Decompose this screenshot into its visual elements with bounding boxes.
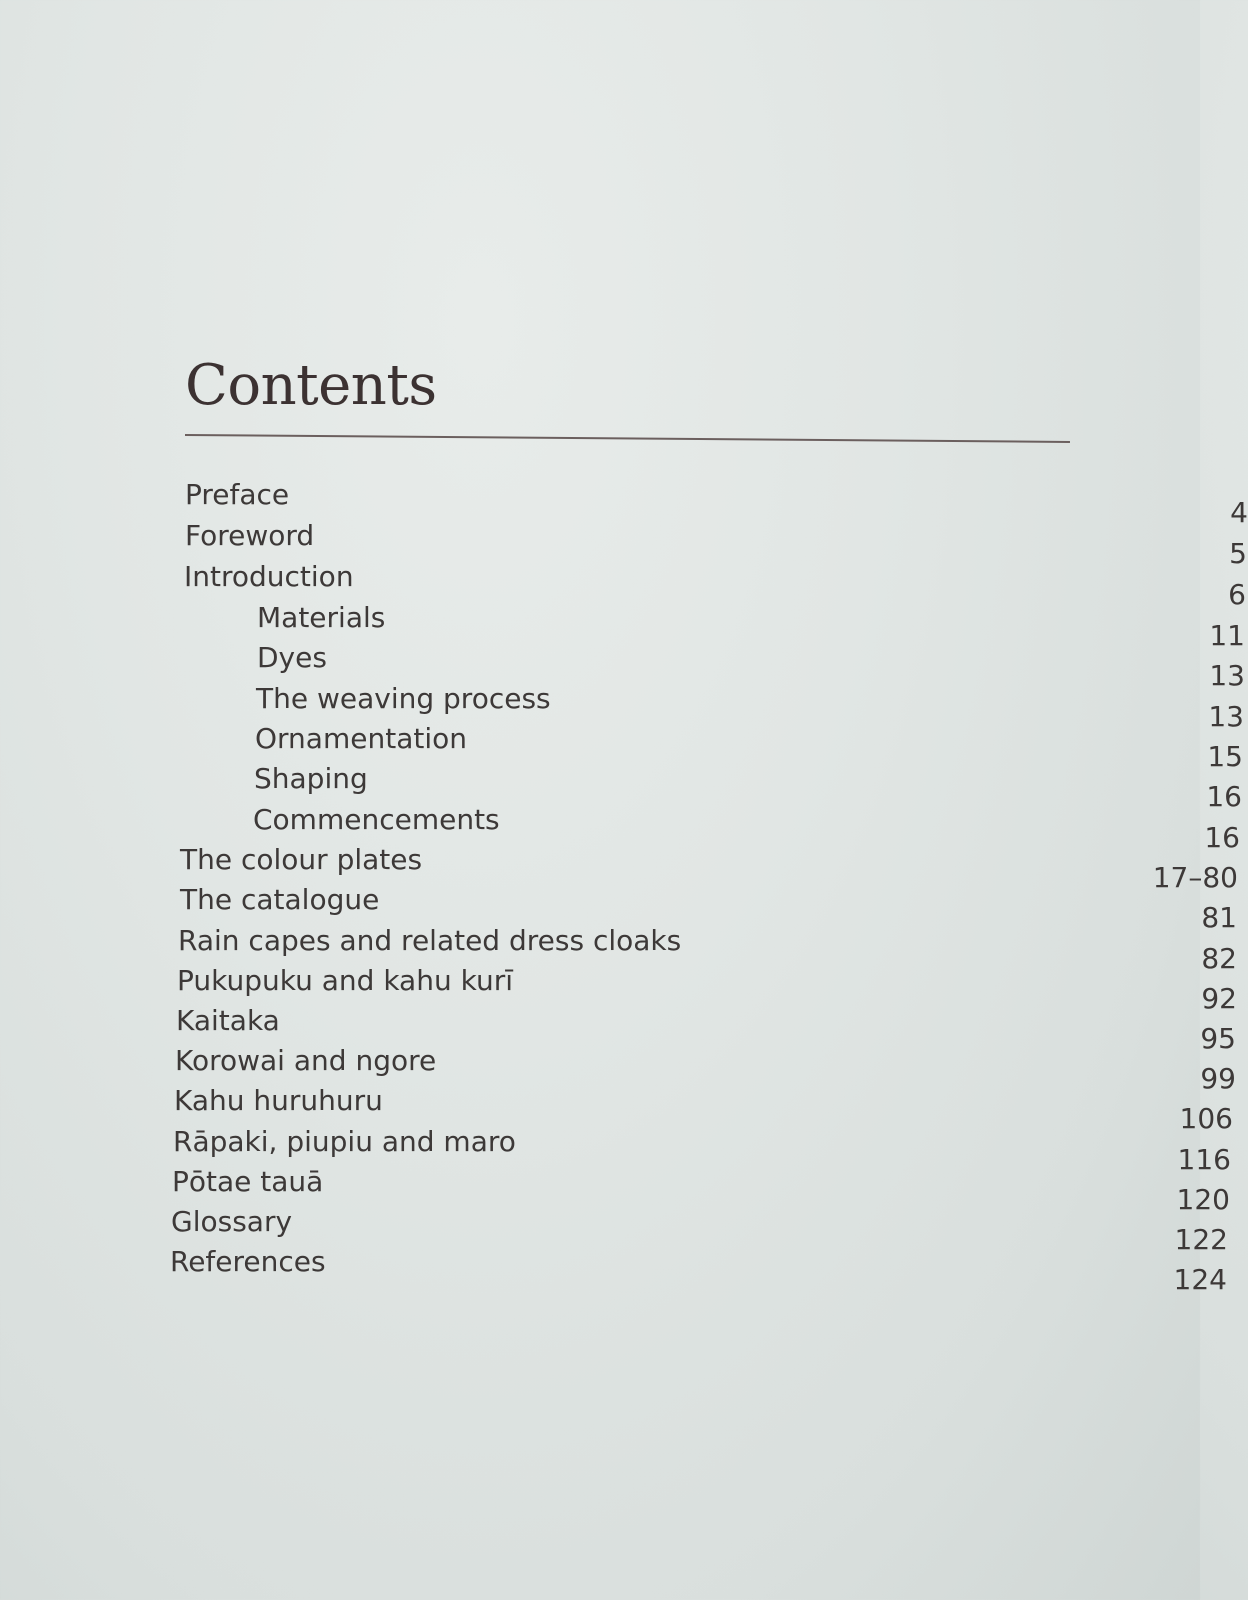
toc-entry-page: 17–80	[1152, 861, 1238, 894]
toc-entry-label: Commencements	[253, 803, 500, 836]
toc-entry-page: 4	[1230, 496, 1248, 529]
toc-entry-page: 15	[1207, 740, 1243, 773]
toc-entry-page: 5	[1229, 537, 1247, 570]
toc-entry-label: Ornamentation	[255, 722, 467, 755]
toc-entry-page: 124	[1173, 1263, 1227, 1296]
toc-entry-page: 122	[1174, 1223, 1228, 1256]
toc-entry-page: 95	[1200, 1022, 1236, 1055]
toc-entry-label: Shaping	[254, 762, 368, 795]
toc-entry-label: Pōtae tauā	[172, 1165, 324, 1198]
toc-entry-label: Kahu huruhuru	[174, 1084, 383, 1117]
toc-entry-label: Dyes	[257, 641, 327, 674]
toc-entry-label: Foreword	[185, 519, 315, 552]
toc-entry-page: 92	[1201, 982, 1237, 1015]
toc-entry-label: Rāpaki, piupiu and maro	[173, 1125, 516, 1158]
toc-entry-page: 120	[1176, 1183, 1230, 1216]
toc-entry-page: 82	[1201, 942, 1237, 975]
toc-entry-label: Glossary	[171, 1205, 293, 1238]
toc-entry-page: 11	[1209, 619, 1245, 652]
title-rule	[185, 434, 1070, 443]
toc-entry-label: Kaitaka	[176, 1004, 280, 1037]
toc-entry-label: References	[170, 1245, 326, 1278]
toc-entry-page: 13	[1208, 700, 1244, 733]
toc-entry-label: Rain capes and related dress cloaks	[178, 924, 682, 957]
toc-entry-page: 81	[1201, 901, 1237, 934]
toc-entry-page: 13	[1209, 659, 1245, 692]
toc-entry-page: 6	[1228, 578, 1246, 611]
toc-entry-page: 99	[1200, 1062, 1236, 1095]
toc-entry-page: 16	[1204, 821, 1240, 854]
toc-entry-page: 16	[1206, 780, 1242, 813]
toc-entry-page: 116	[1177, 1143, 1231, 1176]
page-title: Contents	[185, 353, 437, 418]
toc-entry-label: The colour plates	[180, 843, 423, 876]
toc-entry-label: Introduction	[184, 560, 354, 593]
toc-entry-label: Materials	[257, 601, 386, 634]
toc-entry-label: Pukupuku and kahu kurī	[177, 964, 513, 997]
toc-entry-page: 106	[1179, 1102, 1233, 1135]
toc-entry-label: Preface	[185, 478, 290, 511]
toc-entry-label: The catalogue	[180, 883, 380, 916]
toc-entry-label: The weaving process	[256, 682, 551, 715]
toc-entry-label: Korowai and ngore	[175, 1044, 437, 1077]
